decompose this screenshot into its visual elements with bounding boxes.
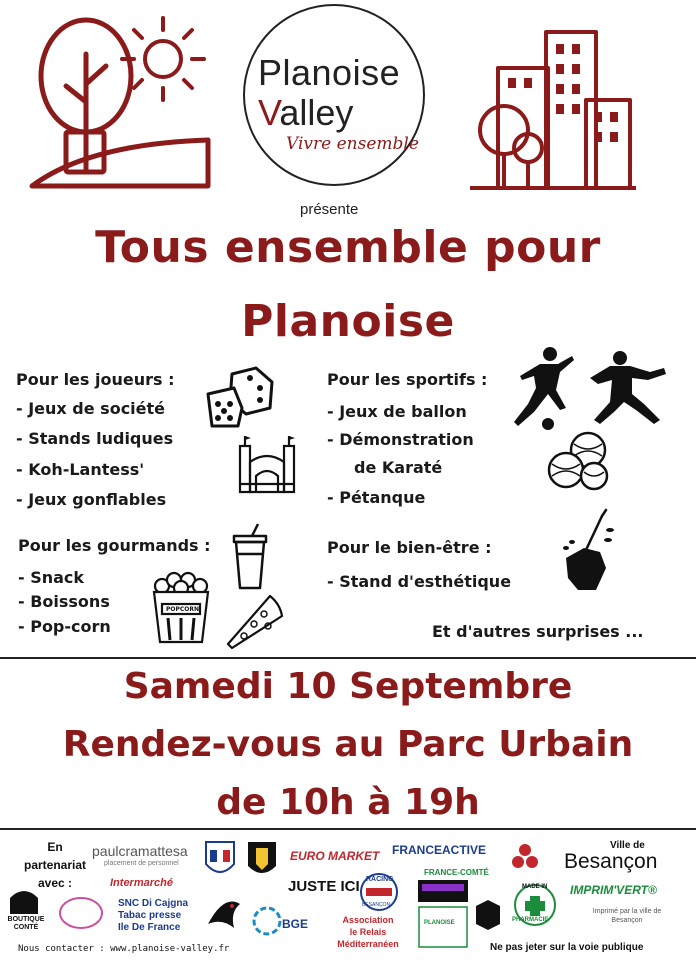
sportifs-item: de Karaté <box>354 458 443 477</box>
sportifs-item: - Pétanque <box>327 488 426 507</box>
partner-intro-line: partenariat <box>23 858 87 872</box>
baud-logo-icon <box>58 896 104 930</box>
pharmacie-label: PHARMACIE <box>512 917 549 923</box>
euromarket-logo: EURO MARKET <box>290 849 380 863</box>
besancon-logo: Besançon <box>564 850 658 873</box>
planoise-label: PLANOISE <box>424 920 455 926</box>
snc-line: SNC Di Cajgna <box>118 898 189 909</box>
pizza-slice-icon <box>224 590 284 648</box>
boutique-conte-label: BOUTIQUE CONTÉ <box>7 916 45 931</box>
snc-line: Tabac presse <box>118 910 182 921</box>
credit-mutuel-icon <box>510 842 540 872</box>
event-place: Rendez-vous au Parc Urbain <box>62 724 634 765</box>
dice-icon <box>204 364 276 430</box>
joueurs-item: - Koh-Lantess' <box>16 460 145 479</box>
football-player-icon <box>510 346 576 432</box>
police-badge-icon <box>204 840 236 880</box>
radio-logo-icon <box>418 880 468 902</box>
karate-icon <box>588 350 668 426</box>
title-line-1: Tous ensemble pour <box>95 222 601 273</box>
snc-text <box>118 898 188 934</box>
boutique-conte-icon <box>6 886 42 916</box>
snc-line: Ile De France <box>118 922 181 933</box>
planoise-marcela-icon <box>418 906 468 948</box>
partner-intro <box>20 838 90 892</box>
bouncy-castle-icon <box>236 432 298 494</box>
logo-tagline: Vivre ensemble <box>286 134 419 154</box>
bienetre-item: - Stand d'esthétique <box>327 572 512 591</box>
bge-logo-icon <box>252 906 282 936</box>
gourmands-heading: Pour les gourmands : <box>18 536 211 555</box>
contact-text: Nous contacter : www.planoise-valley.fr <box>18 944 230 954</box>
popcorn-label: POPCORN <box>166 606 200 613</box>
joueurs-item: - Jeux gonflables <box>16 490 167 509</box>
racing-label: RACING <box>366 876 394 883</box>
association-line: Association <box>342 915 394 925</box>
beauty-hand-icon <box>556 508 616 592</box>
footer-divider <box>0 828 696 830</box>
imprimvert-logo: IMPRIM'VERT® <box>570 883 657 897</box>
joueurs-item: - Stands ludiques <box>16 429 174 448</box>
justeici-logo: JUSTE ICI <box>288 878 360 895</box>
surprises-text: Et d'autres surprises ... <box>432 622 644 641</box>
association-line: Méditerranéen <box>337 939 399 949</box>
logo-line-2 <box>258 92 353 134</box>
ville-label: Ville de <box>610 840 645 851</box>
intermarche-logo: Intermarché <box>110 877 173 889</box>
section-divider <box>0 657 696 659</box>
racing-sub: BESANÇON <box>362 902 391 908</box>
logo-line-1: Planoise <box>258 52 401 93</box>
made-in-label: MADE IN <box>522 884 548 890</box>
petanque-balls-icon <box>546 430 612 490</box>
partner-intro-line: En <box>47 840 63 854</box>
no-litter-text: Ne pas jeter sur la voie publique <box>490 942 644 953</box>
franceactive-logo: FRANCEACTIVE <box>392 843 487 857</box>
franceactive-sub: FRANCE-COMTÉ <box>424 868 489 877</box>
football-club-crest-icon <box>246 840 278 880</box>
presente-text: présente <box>300 201 359 218</box>
paulcramatte-sub: placement de personnel <box>104 860 179 867</box>
paulcramatte-logo: paulcramattesa <box>92 843 188 859</box>
gourmands-item: - Pop-corn <box>18 617 111 636</box>
bge-label: BGE <box>282 917 309 931</box>
joueurs-heading: Pour les joueurs : <box>16 370 175 389</box>
sun-icon <box>118 14 208 104</box>
gourmands-item: - Boissons <box>18 592 110 611</box>
event-hours: de 10h à 19h <box>216 782 480 823</box>
bird-logo-icon <box>204 894 244 932</box>
sportifs-item: - Démonstration <box>327 430 474 449</box>
association-text <box>326 914 410 950</box>
association-line: le Relais <box>349 927 387 937</box>
city-buildings-illustration <box>468 20 638 192</box>
partner-intro-line: avec : <box>37 876 73 890</box>
logo-v: V <box>258 92 280 133</box>
drink-cup-icon <box>230 524 270 590</box>
event-date: Samedi 10 Septembre <box>123 666 573 707</box>
imprime-text: Imprimé par la ville de Besançon <box>592 908 662 924</box>
gourmands-item: - Snack <box>18 568 85 587</box>
bienetre-heading: Pour le bien-être : <box>327 538 492 557</box>
joueurs-item: - Jeux de société <box>16 399 166 418</box>
sportifs-heading: Pour les sportifs : <box>327 370 488 389</box>
title-line-2: Planoise <box>241 296 455 347</box>
logo-alley: alley <box>279 92 354 133</box>
sportifs-item: - Jeux de ballon <box>327 402 467 421</box>
holt-logo-icon <box>474 898 502 932</box>
